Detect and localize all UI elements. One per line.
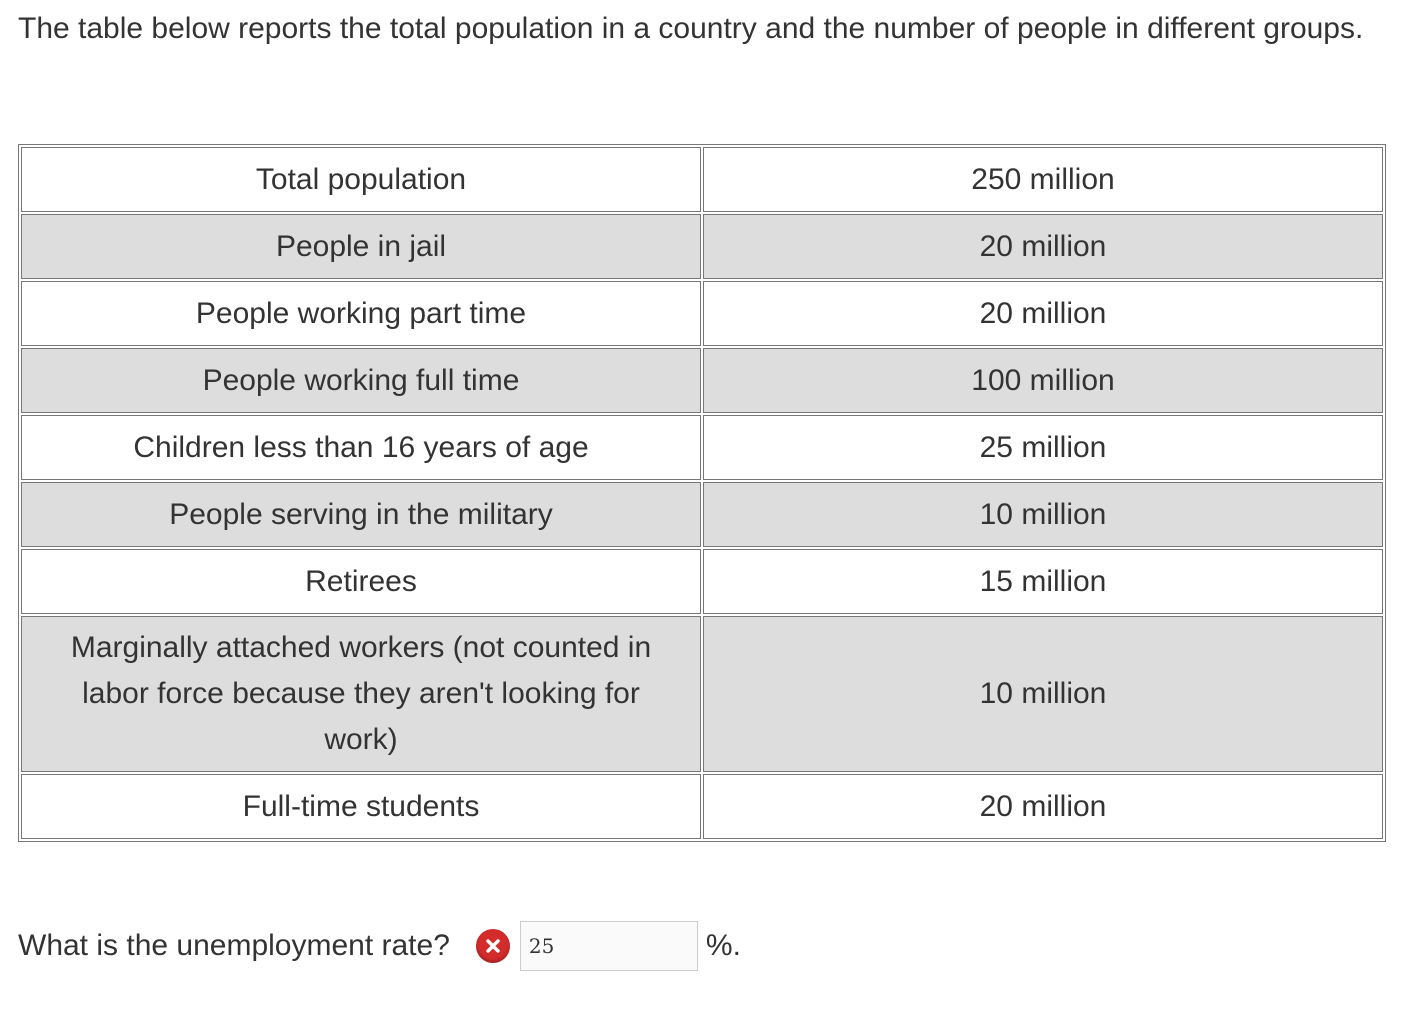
table-row — [21, 774, 1383, 839]
row-label: Marginally attached workers (not counted in labor force because they aren't looking for work) — [21, 616, 701, 772]
row-label: Children less than 16 years of age — [21, 415, 701, 480]
answer-input[interactable] — [520, 921, 698, 971]
question-text: What is the unemployment rate? — [18, 929, 450, 962]
table-row — [21, 214, 1383, 279]
table-row — [21, 281, 1383, 346]
row-value: 20 million — [703, 281, 1383, 346]
question-intro: The table below reports the total population in a country and the number of people in different groups. — [18, 12, 1364, 45]
row-value: 100 million — [703, 348, 1383, 413]
population-table — [18, 144, 1386, 842]
error-x-icon — [476, 929, 510, 963]
row-value: 20 million — [703, 774, 1383, 839]
table-row — [21, 147, 1383, 212]
answer-row — [18, 920, 741, 972]
row-label: People serving in the military — [21, 482, 701, 547]
table-row — [21, 348, 1383, 413]
row-value: 20 million — [703, 214, 1383, 279]
row-value: 250 million — [703, 147, 1383, 212]
table-row — [21, 482, 1383, 547]
row-label: People in jail — [21, 214, 701, 279]
unit-label: %. — [705, 929, 741, 962]
row-value: 10 million — [703, 616, 1383, 772]
row-label: People working full time — [21, 348, 701, 413]
row-value: 25 million — [703, 415, 1383, 480]
x-mark-icon — [486, 939, 500, 953]
table-row — [21, 415, 1383, 480]
table-row — [21, 549, 1383, 614]
row-value: 10 million — [703, 482, 1383, 547]
row-label: Full-time students — [21, 774, 701, 839]
row-value: 15 million — [703, 549, 1383, 614]
row-label: People working part time — [21, 281, 701, 346]
row-label: Total population — [21, 147, 701, 212]
row-label: Retirees — [21, 549, 701, 614]
table-row — [21, 616, 1383, 772]
